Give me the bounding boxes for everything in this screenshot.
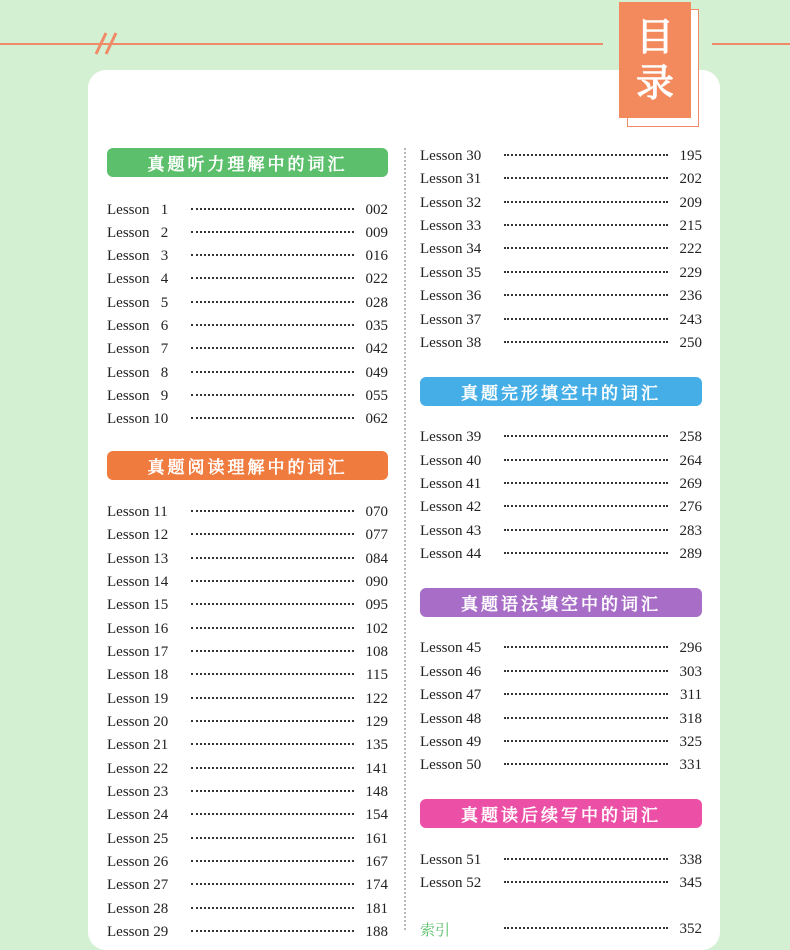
entry-label: Lesson 21 [107, 736, 169, 753]
entry-page: 229 [679, 264, 702, 281]
entry-page: 345 [679, 874, 702, 891]
dot-leader [191, 557, 354, 559]
entry-page: 022 [365, 270, 388, 287]
entry-page: 028 [365, 294, 388, 311]
entry-page: 269 [679, 475, 702, 492]
dot-leader [504, 318, 668, 320]
entry-label: Lesson 34 [420, 240, 482, 257]
dot-leader [191, 930, 354, 932]
toc-entry[interactable] [107, 898, 388, 920]
entry-page: 283 [679, 522, 702, 539]
dot-leader [504, 294, 668, 296]
entry-label: Lesson 25 [107, 830, 169, 847]
entry-page: 055 [365, 387, 388, 404]
entry-label: Lesson 17 [107, 643, 169, 660]
toc-entry[interactable] [107, 664, 388, 686]
toc-entry[interactable] [420, 708, 702, 730]
dot-leader [504, 552, 668, 554]
badge-char-2: 录 [635, 61, 674, 105]
index-label: 索引 [420, 922, 451, 939]
toc-entry[interactable] [107, 315, 388, 337]
entry-page: 338 [679, 851, 702, 868]
toc-entry[interactable] [107, 524, 388, 546]
index-page: 352 [679, 920, 702, 937]
dot-leader [504, 505, 668, 507]
dot-leader [191, 743, 354, 745]
entry-label: Lesson 9 [107, 387, 169, 404]
dot-leader [504, 271, 668, 273]
entry-label: Lesson 45 [420, 639, 482, 656]
entry-page: 311 [680, 686, 702, 703]
entry-label: Lesson 52 [420, 874, 482, 891]
toc-entry[interactable] [420, 731, 702, 753]
entry-label: Lesson 29 [107, 923, 169, 940]
entry-label: Lesson 30 [420, 147, 482, 164]
dot-leader [191, 907, 354, 909]
entry-page: 331 [679, 756, 702, 773]
dot-leader [191, 533, 354, 535]
entry-label: Lesson 15 [107, 596, 169, 613]
section-header-reading: 真题阅读理解中的词汇 [107, 451, 388, 480]
top-rule-left [0, 43, 603, 45]
entry-page: 318 [679, 710, 702, 727]
toc-entry[interactable] [420, 520, 702, 542]
dot-leader [191, 603, 354, 605]
dot-leader [504, 482, 668, 484]
entry-page: 296 [679, 639, 702, 656]
toc-entry[interactable] [107, 199, 388, 221]
entry-label: Lesson 35 [420, 264, 482, 281]
toc-entry[interactable] [420, 661, 702, 683]
dot-leader [191, 277, 354, 279]
entry-label: Lesson 5 [107, 294, 169, 311]
toc-entry[interactable] [420, 262, 702, 284]
entry-page: 325 [679, 733, 702, 750]
entry-page: 049 [365, 364, 388, 381]
dot-leader [504, 858, 668, 860]
entry-label: Lesson 16 [107, 620, 169, 637]
dot-leader [504, 740, 668, 742]
dot-leader [504, 763, 668, 765]
section-header-grammar: 真题语法填空中的词汇 [420, 588, 702, 617]
entry-page: 276 [679, 498, 702, 515]
dot-leader [191, 208, 354, 210]
dot-leader [191, 324, 354, 326]
toc-entry[interactable] [420, 473, 702, 495]
entry-page: 258 [679, 428, 702, 445]
toc-entry[interactable] [420, 285, 702, 307]
entry-label: Lesson 31 [420, 170, 482, 187]
entry-label: Lesson 44 [420, 545, 482, 562]
entry-page: 135 [365, 736, 388, 753]
dot-leader [504, 247, 668, 249]
entry-label: Lesson 43 [420, 522, 482, 539]
entry-label: Lesson 11 [107, 503, 168, 520]
toc-entry[interactable] [107, 222, 388, 244]
dot-leader [191, 720, 354, 722]
toc-entry[interactable] [107, 571, 388, 593]
toc-entry-index[interactable] [420, 918, 702, 940]
toc-entry[interactable] [420, 168, 702, 190]
entry-page: 016 [365, 247, 388, 264]
toc-entry[interactable] [420, 145, 702, 167]
entry-page: 108 [365, 643, 388, 660]
entry-page: 167 [365, 853, 388, 870]
entry-label: Lesson 22 [107, 760, 169, 777]
entry-label: Lesson 14 [107, 573, 169, 590]
toc-entry[interactable] [107, 828, 388, 850]
dot-leader [504, 529, 668, 531]
entry-label: Lesson 6 [107, 317, 169, 334]
toc-entry[interactable] [420, 543, 702, 565]
dot-leader [191, 231, 354, 233]
entry-page: 195 [679, 147, 702, 164]
entry-label: Lesson 12 [107, 526, 169, 543]
dot-leader [504, 154, 668, 156]
entry-page: 035 [365, 317, 388, 334]
toc-entry[interactable] [420, 309, 702, 331]
toc-entry[interactable] [107, 874, 388, 896]
entry-page: 154 [365, 806, 388, 823]
entry-label: Lesson 50 [420, 756, 482, 773]
entry-page: 209 [679, 194, 702, 211]
entry-label: Lesson 51 [420, 851, 482, 868]
dot-leader [504, 459, 668, 461]
dot-leader [191, 673, 354, 675]
entry-label: Lesson 38 [420, 334, 482, 351]
toc-entry[interactable] [420, 426, 702, 448]
double-slash-icon [92, 28, 122, 58]
toc-entry[interactable] [107, 548, 388, 570]
toc-entry[interactable] [420, 872, 702, 894]
entry-label: Lesson 26 [107, 853, 169, 870]
entry-label: Lesson 32 [420, 194, 482, 211]
dot-leader [504, 224, 668, 226]
top-rule-right [712, 43, 790, 45]
dot-leader [504, 670, 668, 672]
section-header-listening: 真题听力理解中的词汇 [107, 148, 388, 177]
entry-label: Lesson 28 [107, 900, 169, 917]
toc-entry[interactable] [107, 711, 388, 733]
toc-entry[interactable] [420, 332, 702, 354]
entry-label: Lesson 49 [420, 733, 482, 750]
entry-page: 002 [365, 201, 388, 218]
entry-page: 077 [365, 526, 388, 543]
toc-entry[interactable] [107, 804, 388, 826]
toc-entry[interactable] [420, 192, 702, 214]
toc-entry[interactable] [107, 641, 388, 663]
toc-entry[interactable] [107, 268, 388, 290]
dot-leader [504, 201, 668, 203]
dot-leader [191, 371, 354, 373]
entry-page: 222 [679, 240, 702, 257]
entry-page: 188 [365, 923, 388, 940]
toc-entry[interactable] [420, 754, 702, 776]
toc-entry[interactable] [107, 501, 388, 523]
toc-entry[interactable] [107, 362, 388, 384]
dot-leader [191, 860, 354, 862]
dot-leader [191, 767, 354, 769]
dot-leader [191, 697, 354, 699]
toc-entry[interactable] [107, 408, 388, 430]
entry-page: 084 [365, 550, 388, 567]
dot-leader [191, 580, 354, 582]
dot-leader [504, 881, 668, 883]
section-header-continuation-writing: 真题读后续写中的词汇 [420, 799, 702, 828]
column-divider [404, 148, 406, 930]
dot-leader [504, 341, 668, 343]
dot-leader [504, 693, 668, 695]
entry-page: 009 [365, 224, 388, 241]
entry-label: Lesson 2 [107, 224, 169, 241]
toc-entry[interactable] [107, 618, 388, 640]
toc-entry[interactable] [107, 851, 388, 873]
toc-entry[interactable] [420, 238, 702, 260]
toc-entry[interactable] [107, 688, 388, 710]
dot-leader [191, 417, 354, 419]
toc-entry[interactable] [107, 781, 388, 803]
entry-page: 148 [365, 783, 388, 800]
entry-label: Lesson 40 [420, 452, 482, 469]
toc-entry[interactable] [107, 338, 388, 360]
section-header-cloze: 真题完形填空中的词汇 [420, 377, 702, 406]
dot-leader [191, 790, 354, 792]
dot-leader [191, 301, 354, 303]
dot-leader [191, 347, 354, 349]
entry-label: Lesson 19 [107, 690, 169, 707]
entry-label: Lesson 8 [107, 364, 169, 381]
entry-label: Lesson 4 [107, 270, 169, 287]
toc-entry[interactable] [107, 292, 388, 314]
entry-label: Lesson 27 [107, 876, 169, 893]
entry-page: 243 [679, 311, 702, 328]
entry-page: 303 [679, 663, 702, 680]
entry-page: 202 [679, 170, 702, 187]
entry-label: Lesson 20 [107, 713, 169, 730]
dot-leader [191, 650, 354, 652]
badge-char-1: 目 [635, 15, 674, 59]
entry-page: 042 [365, 340, 388, 357]
entry-label: Lesson 39 [420, 428, 482, 445]
entry-label: Lesson 37 [420, 311, 482, 328]
dot-leader [191, 394, 354, 396]
entry-page: 236 [679, 287, 702, 304]
entry-label: Lesson 47 [420, 686, 482, 703]
dot-leader [504, 646, 668, 648]
toc-entry[interactable] [107, 758, 388, 780]
entry-label: Lesson 7 [107, 340, 169, 357]
entry-label: Lesson 13 [107, 550, 169, 567]
toc-entry[interactable] [420, 849, 702, 871]
toc-entry[interactable] [107, 245, 388, 267]
entry-label: Lesson 23 [107, 783, 169, 800]
entry-label: Lesson 24 [107, 806, 169, 823]
dot-leader [191, 813, 354, 815]
entry-page: 122 [365, 690, 388, 707]
dot-leader [504, 177, 668, 179]
toc-entry[interactable] [107, 734, 388, 756]
dot-leader [191, 627, 354, 629]
entry-page: 215 [679, 217, 702, 234]
entry-label: Lesson 1 [107, 201, 169, 218]
entry-page: 095 [365, 596, 388, 613]
toc-entry[interactable] [420, 215, 702, 237]
toc-entry[interactable] [107, 594, 388, 616]
entry-page: 129 [365, 713, 388, 730]
entry-label: Lesson 33 [420, 217, 482, 234]
entry-label: Lesson 18 [107, 666, 169, 683]
dot-leader [191, 837, 354, 839]
dot-leader [504, 435, 668, 437]
entry-label: Lesson 42 [420, 498, 482, 515]
entry-label: Lesson 48 [420, 710, 482, 727]
entry-page: 102 [365, 620, 388, 637]
entry-label: Lesson 36 [420, 287, 482, 304]
toc-entry[interactable] [420, 684, 702, 706]
dot-leader [191, 254, 354, 256]
entry-page: 250 [679, 334, 702, 351]
toc-entry[interactable] [420, 496, 702, 518]
toc-entry[interactable] [107, 385, 388, 407]
dot-leader [504, 927, 668, 929]
dot-leader [504, 717, 668, 719]
entry-label: Lesson 10 [107, 410, 169, 427]
entry-page: 174 [365, 876, 388, 893]
entry-label: Lesson 46 [420, 663, 482, 680]
entry-page: 070 [365, 503, 388, 520]
toc-entry[interactable] [420, 450, 702, 472]
entry-label: Lesson 41 [420, 475, 482, 492]
entry-page: 161 [365, 830, 388, 847]
entry-label: Lesson 3 [107, 247, 169, 264]
entry-page: 090 [365, 573, 388, 590]
dot-leader [191, 510, 354, 512]
toc-entry[interactable] [107, 921, 388, 943]
toc-entry[interactable] [420, 637, 702, 659]
contents-badge [619, 2, 691, 118]
entry-page: 062 [365, 410, 388, 427]
entry-page: 115 [366, 666, 388, 683]
dot-leader [191, 883, 354, 885]
entry-page: 181 [365, 900, 388, 917]
entry-page: 289 [679, 545, 702, 562]
entry-page: 264 [679, 452, 702, 469]
entry-page: 141 [365, 760, 388, 777]
